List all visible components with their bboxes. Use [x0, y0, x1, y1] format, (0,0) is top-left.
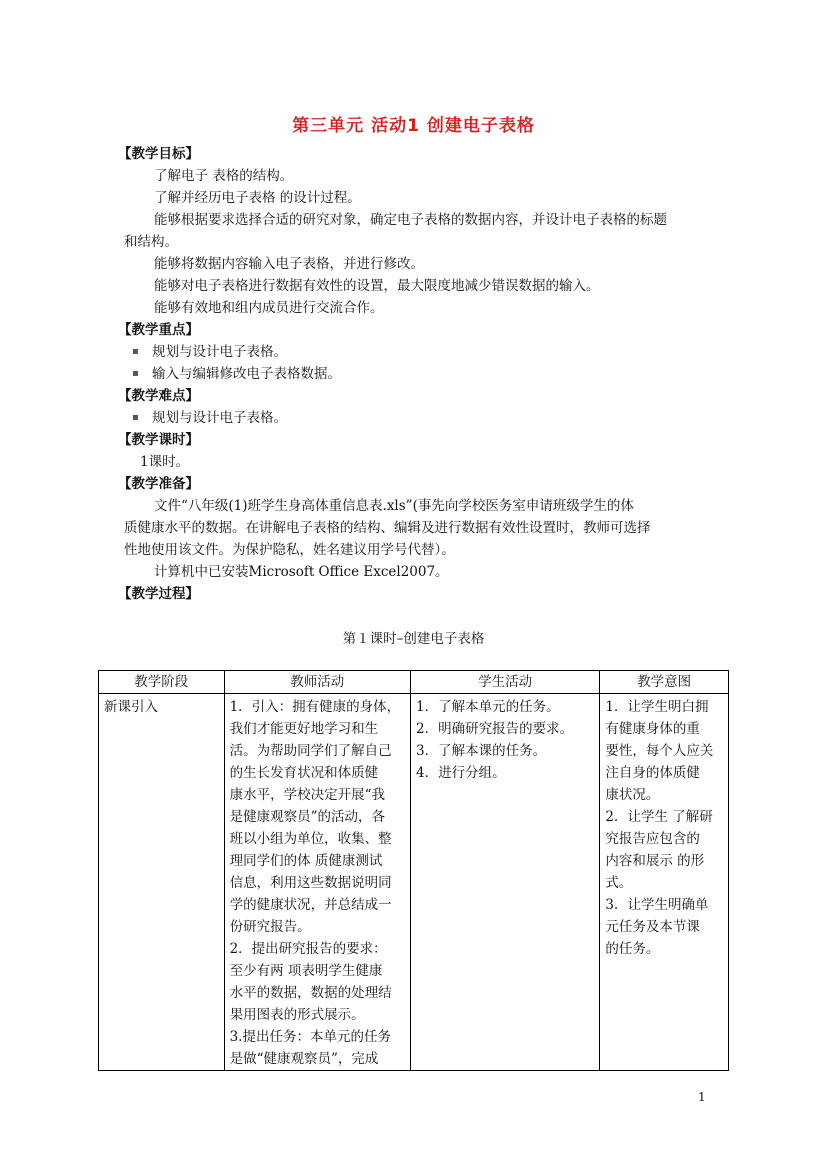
header-teacher-activity: 教师活动: [224, 671, 410, 694]
lesson-plan-table: [98, 670, 729, 1071]
cell-text-line: 活。为帮助同学们了解自己: [229, 743, 392, 759]
header-stage: 教学阶段: [99, 671, 225, 694]
cell-text-line: 究报告应包含的: [605, 831, 700, 847]
cell-text-line: 果用图表的形式展示。: [229, 1007, 365, 1023]
cell-text-line: 理同学们的体 质健康测试: [229, 853, 383, 869]
cell-text-line: 份研究报告。: [229, 919, 311, 935]
cell-text-line: 1．了解本单元的任务。: [415, 699, 560, 715]
cell-text-line: 是做“健康观察员”，完成: [229, 1051, 379, 1067]
difficulties-heading: 【教学难点】: [118, 388, 199, 404]
key-points-heading: 【教学重点】: [118, 322, 199, 338]
cell-text-line: 的生长发育状况和体质健: [229, 765, 379, 781]
page-number: 1: [698, 1090, 706, 1104]
difficulty-item: ▪ 规划与设计电子表格。: [118, 407, 738, 429]
cell-text-line: 2．明确研究报告的要求。: [415, 721, 574, 737]
goal-item: 能够将数据内容输入电子表格，并进行修改。: [154, 256, 424, 272]
cell-text-line: 内容和展示 的形: [605, 853, 705, 869]
cell-text-line: 信息，利用这些数据说明同: [229, 875, 392, 891]
key-point-item: ▪ 规划与设计电子表格。: [118, 341, 738, 363]
cell-student-activity: [410, 694, 599, 1071]
cell-text-line: 式。: [605, 875, 633, 891]
cell-text-line: 学的健康状况，并总结成一: [229, 897, 392, 913]
cell-intent: [600, 694, 729, 1071]
header-student-activity: 学生活动: [410, 671, 599, 694]
hours-value: 1课时。: [140, 454, 190, 470]
cell-text-line: 有健康身体的重: [605, 721, 700, 737]
section-goals: [118, 143, 738, 319]
cell-text-line: 1．引入：拥有健康的身体，: [229, 699, 401, 715]
bullet-mark-icon: ▪: [132, 346, 139, 357]
goal-item-continuation: 和结构。: [124, 234, 178, 250]
goal-item: 了解电子 表格的结构。: [154, 168, 294, 184]
key-point-item: ▪ 输入与编辑修改电子表格数据。: [118, 363, 738, 385]
cell-text-line: 至少有两 项表明学生健康: [229, 963, 383, 979]
cell-text-line: 我们才能更好地学习和生: [229, 721, 379, 737]
hours-heading: 【教学课时】: [118, 432, 199, 448]
preparation-line: 质健康水平的数据。在讲解电子表格的结构、编辑及进行数据有效性设置时，教师可选择: [124, 520, 651, 536]
cell-text-line: 2．让学生 了解研: [605, 809, 713, 825]
cell-text-line: 水平的数据，数据的处理结: [229, 985, 392, 1001]
cell-stage: 新课引入: [99, 694, 225, 1071]
process-heading: 【教学过程】: [118, 586, 199, 602]
goal-item: 了解并经历电子表格 的设计过程。: [154, 190, 361, 206]
cell-text-line: 1．让学生明白拥: [605, 699, 709, 715]
cell-text-line: 要性，每个人应关: [605, 743, 714, 759]
bullet-mark-icon: ▪: [132, 368, 139, 379]
cell-text-line: 元任务及本节课: [605, 919, 700, 935]
preparation-line: 性地使用该文件。为保护隐私，姓名建议用学号代替）。: [124, 542, 455, 558]
cell-text-line: 2．提出研究报告的要求：: [229, 941, 387, 957]
header-intent: 教学意图: [600, 671, 729, 694]
goals-heading: 【教学目标】: [118, 146, 199, 162]
preparation-line: 计算机中已安装Microsoft Office Excel2007。: [154, 564, 449, 580]
document-title: 第三单元 活动1 创建电子表格: [292, 116, 535, 136]
cell-text-line: 3．让学生明确单: [605, 897, 709, 913]
section-hours: [118, 429, 738, 473]
goal-item: 能够对电子表格进行数据有效性的设置，最大限度地减少错误数据的输入。: [154, 278, 600, 294]
cell-text-line: 班以小组为单位，收集、整: [229, 831, 392, 847]
preparation-line: 文件“八年级(1)班学生身高体重信息表.xls”(事先向学校医务室申请班级学生的体: [154, 498, 634, 514]
section-preparation: [118, 473, 738, 583]
lesson-subtitle: 第１课时–创建电子表格: [342, 631, 485, 647]
cell-text-line: 的任务。: [605, 941, 660, 957]
cell-text-line: 康水平，学校决定开展“我: [229, 787, 385, 803]
cell-text-line: 3．了解本课的任务。: [415, 743, 547, 759]
cell-text-line: 3.提出任务：本单元的任务: [229, 1029, 391, 1045]
goal-item: 能够有效地和组内成员进行交流合作。: [154, 300, 384, 316]
table-row: [99, 694, 729, 1071]
goal-item: 能够根据要求选择合适的研究对象，确定电子表格的数据内容，并设计电子表格的标题: [154, 212, 667, 228]
cell-text-line: 是健康观察员”的活动，各: [229, 809, 385, 825]
cell-text-line: 康状况。: [605, 787, 660, 803]
section-key-points: [118, 319, 738, 385]
table-header-row: [99, 671, 729, 694]
section-process: [118, 583, 738, 605]
section-difficulties: [118, 385, 738, 429]
cell-teacher-activity: [224, 694, 410, 1071]
cell-text-line: 4．进行分组。: [415, 765, 506, 781]
cell-text-line: 注自身的体质健: [605, 765, 700, 781]
preparation-heading: 【教学准备】: [118, 476, 199, 492]
bullet-mark-icon: ▪: [132, 412, 139, 423]
